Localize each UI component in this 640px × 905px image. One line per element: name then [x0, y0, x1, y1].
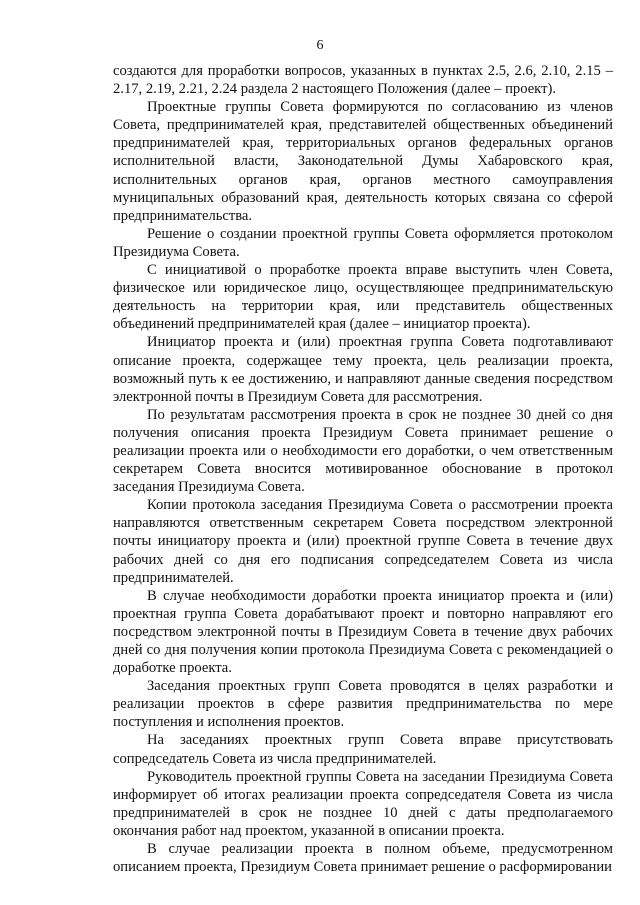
body-text	[113, 62, 613, 876]
paragraph-10: На заседаниях проектных групп Совета вправе присутствовать сопредседатель Совета из числа предпринимателей.	[113, 732, 613, 767]
paragraph-6: По результатам рассмотрения проекта в срок не позднее 30 дней со дня получения описания проекта Президиум Совета принимает решение о реализации проекта или о необходимости его доработки, о чем ответственным секретарем Совета вносится мотивированное обоснование в протокол заседания Президиума Совета.	[113, 406, 613, 496]
paragraph-5: Инициатор проекта и (или) проектная группа Совета подготавливают описание проекта, содержащее тему проекта, цель реализации проекта, возможный путь к ее достижению, и направляют данные сведения посредством электронной почты в Президиум Совета для рассмотрения.	[113, 334, 613, 405]
paragraph-9: Заседания проектных групп Совета проводятся в целях разработки и реализации проектов в сфере развития предпринимательства по мере поступления и исполнения проектов.	[113, 678, 613, 731]
paragraph-8: В случае необходимости доработки проекта инициатор проекта и (или) проектная группа Совета дорабатывают проект и повторно направляют его посредством электронной почты в Президиум Совета в течение двух рабочих дней со дня получения копии протокола Президиума Совета с рекомендацией о доработке проекта.	[113, 587, 613, 677]
paragraph-4: С инициативой о проработке проекта вправе выступить член Совета, физическое или юридическое лицо, осуществляющее предпринимательскую деятельность на территории края, или представитель общественных объединений предпринимателей края (далее – инициатор проекта).	[113, 262, 613, 333]
paragraph-11: Руководитель проектной группы Совета на заседании Президиума Совета информирует об итогах реализации проекта сопредседателя Совета из числа предпринимателей в срок не позднее 10 дней с даты предполагаемого окончания работ над проектом, указанной в описании проекта.	[113, 768, 613, 839]
paragraph-3: Решение о создании проектной группы Совета оформляется протоколом Президиума Совета.	[113, 225, 613, 260]
paragraph-12: В случае реализации проекта в полном объеме, предусмотренном описанием проекта, Президиум Совета принимает решение о расформировании	[113, 841, 613, 876]
paragraph-1: создаются для проработки вопросов, указанных в пунктах 2.5, 2.6, 2.10, 2.15 – 2.17, 2.19, 2.21, 2.24 раздела 2 настоящего Положения (далее – проект).	[113, 63, 613, 98]
paragraph-7: Копии протокола заседания Президиума Совета о рассмотрении проекта направляются ответственным секретарем Совета посредством электронной почты инициатору проекта и (или) проектной группе Совета в течение двух рабочих дней со дня его подписания сопредседателем Совета из числа предпринимателей.	[113, 497, 613, 586]
paragraph-2: Проектные группы Совета формируются по согласованию из членов Совета, предпринимателей края, представителей общественных объединений предпринимателей края, территориальных органов федеральных органов исполнительной власти, Законодательной Думы Хабаровского края, исполнительных органов края, органов местного самоуправления муниципальных образований края, деятельность которых связана со сферой предпринимательства.	[113, 99, 613, 224]
page-number: 6	[316, 38, 324, 53]
